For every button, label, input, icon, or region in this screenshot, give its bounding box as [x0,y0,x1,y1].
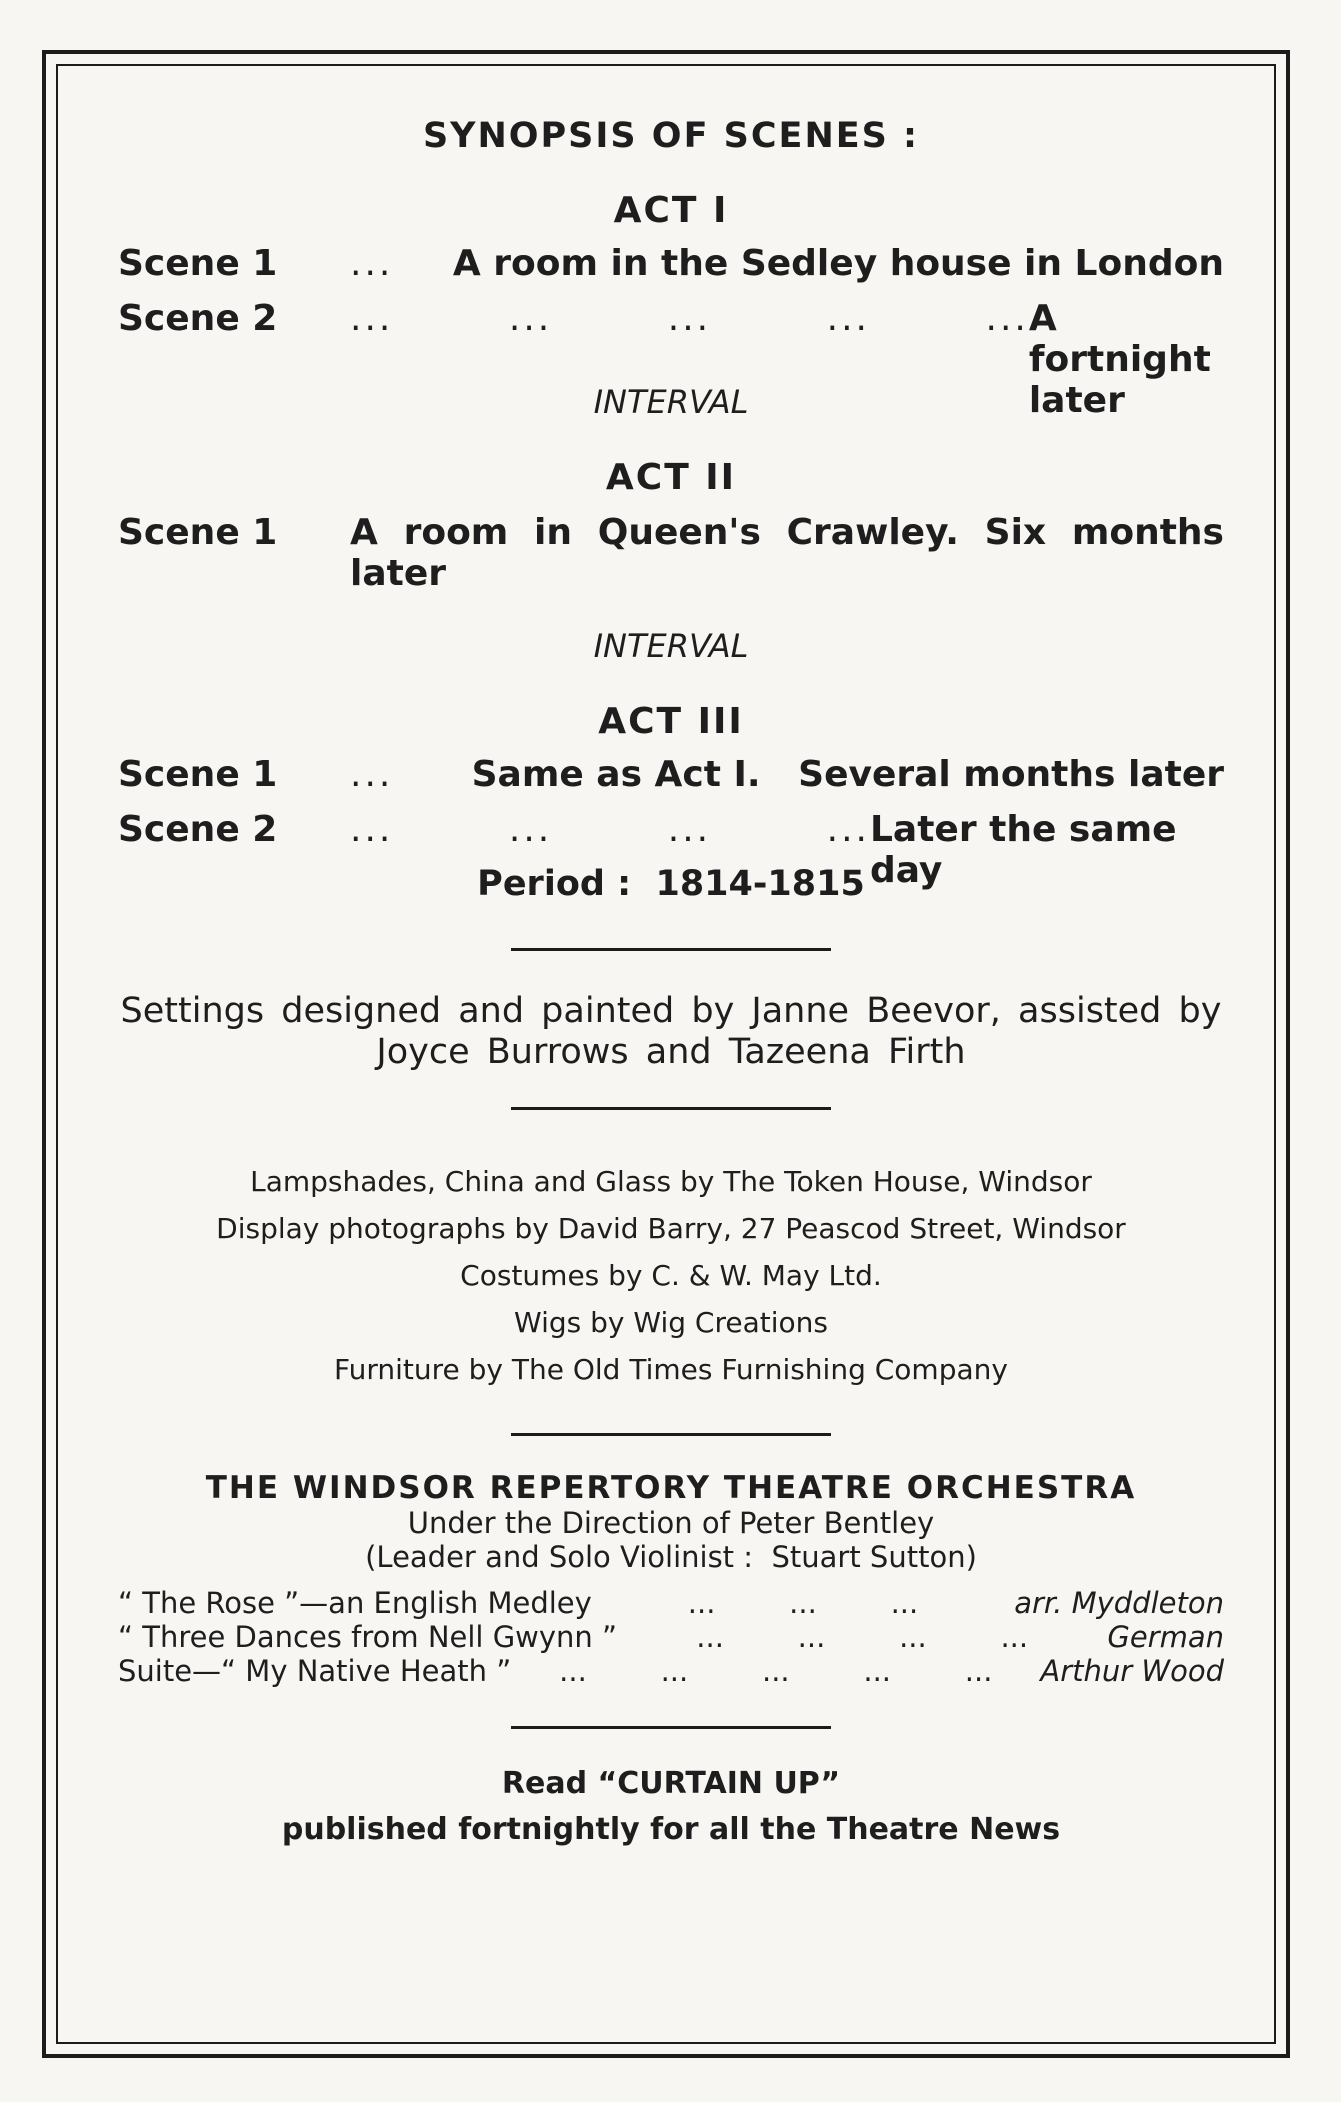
orchestra-leader: (Leader and Solo Violinist : Stuart Sutton) [365,1540,977,1575]
scene-description: Same as Act I. Several months later [471,753,1224,795]
scene-label: Scene 2 [118,298,278,339]
act-2-scene-1 [118,512,1224,595]
curtain-up-line-2: published fortnightly for all the Theatre News [281,1812,1061,1848]
leader-dots: ... ... ... [687,1586,919,1621]
settings-credit: Settings designed and painted by Janne Beevor, assisted by Joyce Burrows and Tazeena Firth [120,990,1222,1073]
scene-description: Later the same day [869,808,1177,891]
music-item [118,1586,1224,1620]
piece-composer: German [1107,1620,1224,1655]
leader-dots: ... [350,753,394,795]
scene-description: A room in Queen's Crawley. Six months later [350,512,1224,595]
piece-title: “ The Rose ”—an English Medley [118,1586,592,1621]
scene-label: Scene 1 [118,512,278,553]
synopsis-title: SYNOPSIS OF SCENES : [422,116,920,156]
leader-dots: ... ... ... ... ... [350,298,1029,339]
piece-title: “ Three Dances from Nell Gwynn ” [118,1620,618,1655]
scene-description: A room in the Sedley house in London [452,243,1224,284]
scene-label: Scene 1 [118,753,278,795]
credit-line: Costumes by C. & W. May Ltd. [460,1259,882,1293]
credit-line: Lampshades, China and Glass by The Token House, Windsor [250,1165,1092,1199]
music-programme [118,1586,1224,1688]
act-1-scene-1 [118,243,1224,298]
credit-line: Furniture by The Old Times Furnishing Company [334,1353,1008,1387]
music-item [118,1654,1224,1688]
piece-composer: Arthur Wood [1040,1654,1224,1689]
act-2-heading: ACT II [605,457,737,498]
act-1-heading: ACT I [613,190,729,231]
music-item [118,1620,1224,1654]
divider [511,1726,831,1729]
orchestra-direction: Under the Direction of Peter Bentley [407,1506,935,1541]
scene-description: A fortnight later [1028,298,1211,421]
credit-line: Wigs by Wig Creations [514,1306,828,1340]
act-3-scene-1 [118,754,1224,809]
period: Period : 1814-1815 [477,863,865,904]
interval-2: INTERVAL [593,626,749,665]
credits-list [118,1158,1224,1393]
divider [511,1107,831,1110]
piece-composer: arr. Myddleton [1014,1586,1224,1621]
piece-title: Suite—“ My Native Heath ” [118,1654,512,1689]
leader-dots: ... [350,243,394,284]
interval-1: INTERVAL [593,383,749,421]
orchestra-title: THE WINDSOR REPERTORY THEATRE ORCHESTRA [205,1470,1137,1507]
programme-page [118,64,1224,1853]
scene-label: Scene 1 [118,243,278,284]
leader-dots: ... ... ... ... [696,1620,1029,1655]
divider [511,948,831,951]
credit-line: Display photographs by David Barry, 27 Peascod Street, Windsor [216,1212,1126,1246]
scene-label: Scene 2 [118,808,278,850]
leader-dots: ... ... ... ... [350,808,870,850]
act-3-heading: ACT III [598,700,744,742]
leader-dots: ... ... ... ... ... [559,1654,993,1689]
divider [511,1433,831,1436]
curtain-up-line-1: Read “CURTAIN UP” [501,1766,841,1802]
